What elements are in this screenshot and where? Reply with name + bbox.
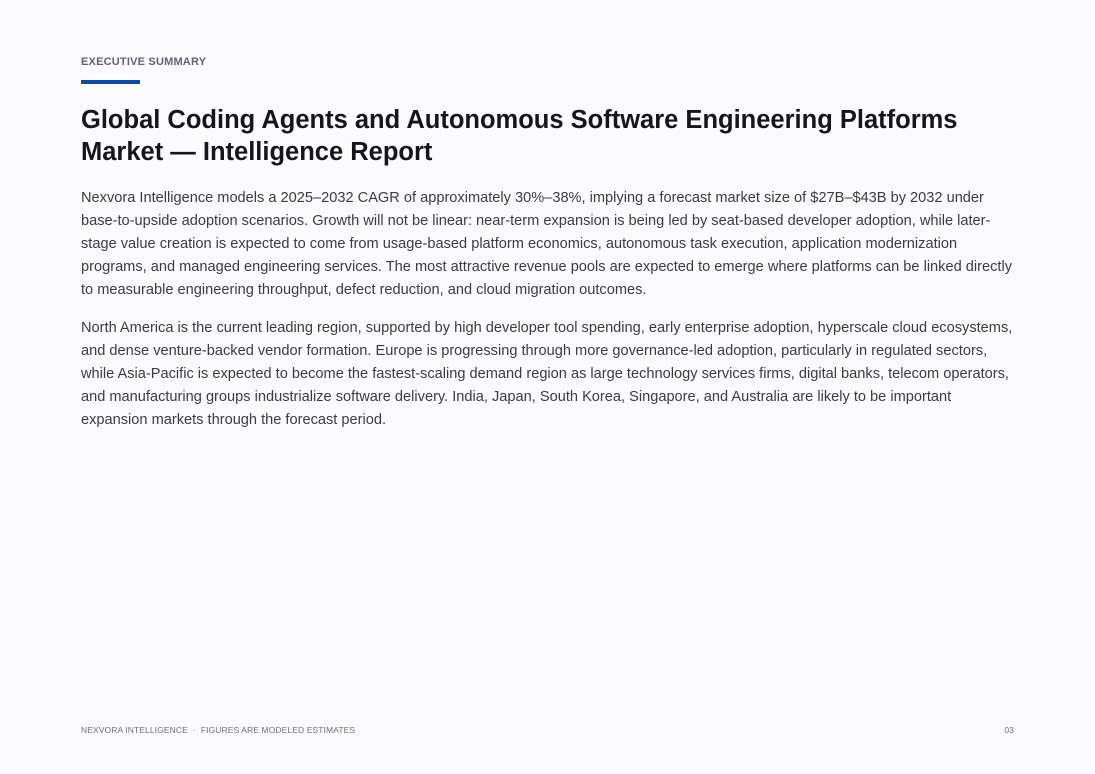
report-page <box>81 0 1014 774</box>
paragraph-regional-outlook: North America is the current leading region, supported by high developer tool spending, early enterprise adoption, hyperscale cloud ecosystems, and dense venture-backed vendor formation. Europe is progressing through more governance-led adoption, particularly in regulated sectors, while Asia-Pacific is expected to become the fastest-scaling demand region as large technology services firms, digital banks, telecom operators, and manufacturing groups industrialize software delivery. India, Japan, South Korea, Singapore, and Australia are likely to be important expansion markets through the forecast period. <box>81 320 1013 428</box>
footer-brand: NEXVORA INTELLIGENCE <box>81 725 188 735</box>
footer-separator: · <box>192 725 196 735</box>
accent-bar <box>81 80 140 84</box>
page-number: 03 <box>1004 725 1014 735</box>
page-title: Global Coding Agents and Autonomous Software Engineering Platforms Market — Intelligence Report <box>81 106 958 166</box>
footer-left <box>81 725 355 735</box>
body-text <box>81 187 1014 447</box>
paragraph-market-size: Nexvora Intelligence models a 2025–2032 CAGR of approximately 30%–38%, implying a forecast market size of $27B–$43B by 2032 under base-to-upside adoption scenarios. Growth will not be linear: near-term expansion is being led by seat-based developer adoption, while later-stage value creation is expected to come from usage-based platform economics, autonomous task execution, application modernization programs, and managed engineering services. The most attractive revenue pools are expected to emerge where platforms can be linked directly to measurable engineering throughput, defect reduction, and cloud migration outcomes. <box>81 190 1012 298</box>
footer-note: FIGURES ARE MODELED ESTIMATES <box>200 725 356 735</box>
section-label: EXECUTIVE SUMMARY <box>81 56 207 68</box>
